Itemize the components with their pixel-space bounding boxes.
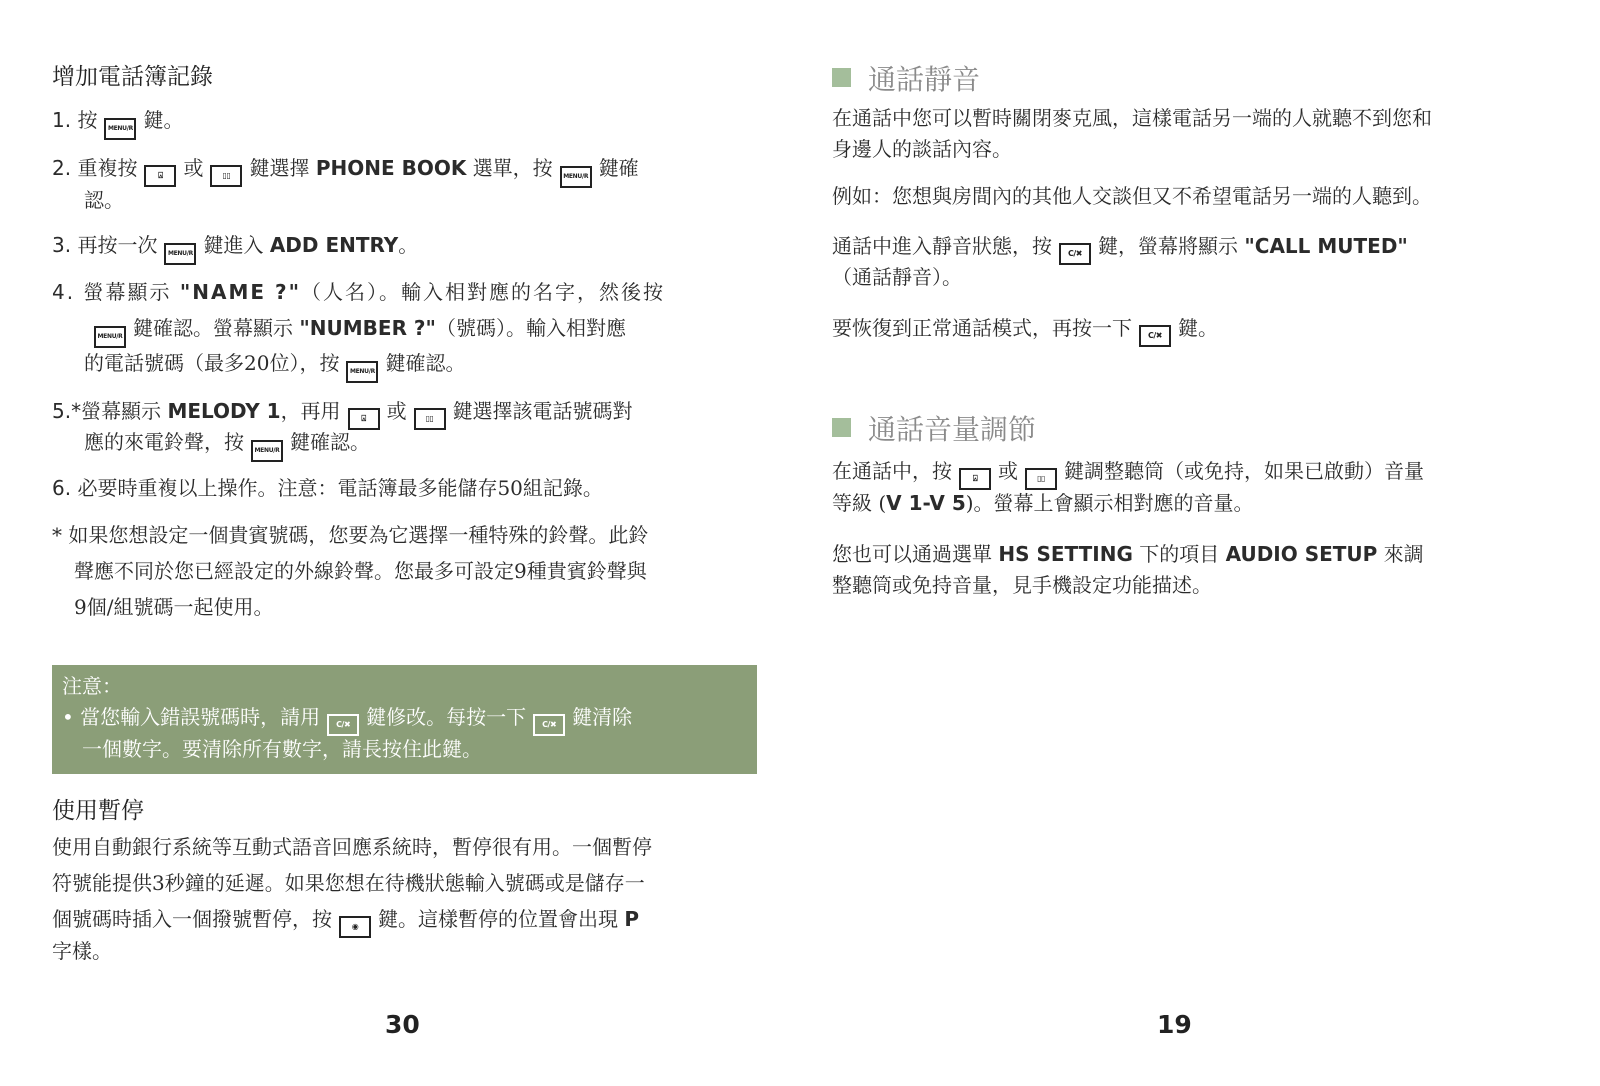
menu-key-icon: MENU/R	[164, 243, 196, 265]
footnote: * 如果您想設定一個貴賓號碼，您要為它選擇一種特殊的鈴聲。此鈴	[52, 523, 649, 547]
pause-key-icon: ◉	[339, 916, 371, 938]
step-3: 3. 再按一次 MENU/R 鍵進入 ADD ENTRY。	[52, 230, 418, 265]
menu-key-icon: MENU/R	[104, 118, 136, 140]
phonebook-key-icon: ▯▯	[1025, 468, 1057, 490]
step-2: 2. 重複按 ⍓ 或 ▯▯ 鍵選擇 PHONE BOOK 選單，按 MENU/R 鍵確	[52, 153, 639, 188]
phonebook-key-icon: ▯▯	[210, 165, 242, 187]
clear-key-icon: C/✖	[1059, 243, 1091, 265]
contact-key-icon: ⍓	[348, 408, 380, 430]
section-square-icon	[832, 68, 851, 87]
heading-mute: 通話靜音	[832, 58, 980, 98]
clear-key-icon: C/✖	[533, 714, 565, 736]
page-number-left: 30	[385, 1010, 420, 1039]
note-box: 注意： • 當您輸入錯誤號碼時，請用 C/✖ 鍵修改。每按一下 C/✖ 鍵清除 一個數字。要清除所有數字，請長按住此鍵。	[52, 665, 757, 774]
section-square-icon	[832, 418, 851, 437]
page-number-right: 19	[1157, 1010, 1192, 1039]
contact-key-icon: ⍓	[959, 468, 991, 490]
menu-key-icon: MENU/R	[346, 361, 378, 383]
menu-key-icon: MENU/R	[560, 166, 592, 188]
heading-pause: 使用暫停	[52, 798, 144, 824]
contact-key-icon: ⍓	[144, 165, 176, 187]
step-4: 4. 螢幕顯示 "NAME ?"（人名）。輸入相對應的名字，然後按	[52, 280, 665, 304]
menu-key-icon: MENU/R	[251, 440, 283, 462]
menu-key-icon: MENU/R	[94, 326, 126, 348]
clear-key-icon: C/✖	[327, 714, 359, 736]
heading-add-entry: 增加電話簿記錄	[52, 64, 213, 90]
note-title: 注意：	[62, 674, 122, 698]
phonebook-key-icon: ▯▯	[414, 408, 446, 430]
clear-key-icon: C/✖	[1139, 325, 1171, 347]
step-5: 5.*螢幕顯示 MELODY 1，再用 ⍓ 或 ▯▯ 鍵選擇該電話號碼對	[52, 396, 633, 430]
step-6: 6. 必要時重複以上操作。注意：電話簿最多能儲存50組記錄。	[52, 476, 603, 500]
step-1: 1. 按 MENU/R 鍵。	[52, 105, 183, 140]
heading-volume: 通話音量調節	[832, 408, 1036, 448]
